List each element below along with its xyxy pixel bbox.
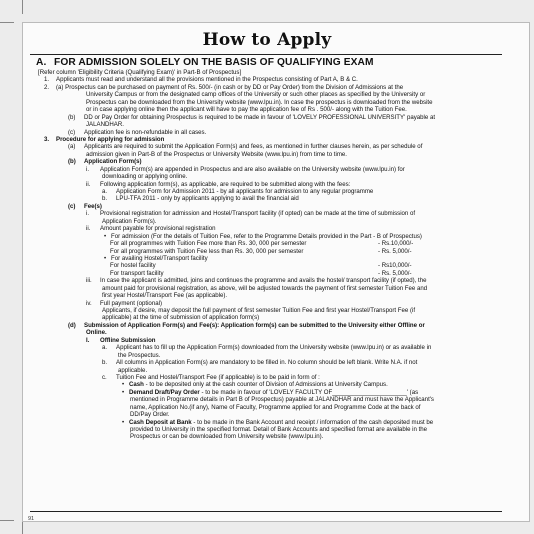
document-line bbox=[38, 300, 500, 307]
line-text: Submission of Application Form(s) and Fee(s): Application form(s) can be submitted to the University either Offline or bbox=[84, 321, 425, 329]
list-marker: 2. bbox=[44, 83, 50, 91]
crop-mark bbox=[22, 0, 23, 14]
title-divider bbox=[30, 54, 502, 55]
document-line bbox=[38, 277, 500, 284]
document-line bbox=[38, 188, 500, 195]
document-line bbox=[38, 233, 500, 240]
document-line bbox=[38, 225, 500, 232]
line-text: Amount payable for provisional registration bbox=[100, 225, 216, 233]
document-line bbox=[38, 292, 500, 299]
document-line bbox=[38, 359, 500, 366]
line-text: For availing Hostel/Transport facility bbox=[111, 254, 208, 262]
line-text: Cash - to be deposited only at the cash counter of Division of Admissions at University Campus. bbox=[129, 381, 388, 389]
document-line bbox=[38, 136, 500, 143]
footer-divider bbox=[30, 511, 502, 512]
document-line bbox=[38, 76, 500, 83]
list-marker: • bbox=[122, 381, 125, 389]
page-title: How to Apply bbox=[202, 30, 332, 50]
list-marker: a. bbox=[102, 188, 108, 195]
line-text: Application Form for Admission 2011 - by all applicants for admission to any regular programme bbox=[116, 188, 374, 195]
line-text: For hostel facility bbox=[110, 262, 156, 270]
list-marker: (b) bbox=[68, 158, 76, 166]
document-line bbox=[38, 84, 500, 91]
list-marker: a. bbox=[102, 344, 108, 352]
list-marker: ii. bbox=[86, 180, 91, 188]
section-heading-text: FOR ADMISSION SOLELY ON THE BASIS OF QUALIFYING EXAM bbox=[54, 57, 374, 68]
document-line bbox=[38, 389, 500, 396]
line-text: admission given in Part-B of the Prospectus or University Website (www.lpu.in) from time to time. bbox=[86, 150, 347, 158]
document-line bbox=[38, 344, 500, 351]
list-marker: (a) bbox=[68, 143, 76, 151]
document-line bbox=[38, 255, 500, 262]
crop-mark bbox=[22, 522, 23, 534]
line-text: name, Application No.(if any), Name of Faculty, Programme applied for and Programme Code at the back of bbox=[130, 403, 421, 411]
document-line bbox=[38, 69, 500, 76]
line-text: Provisional registration for admission and Hostel/Transport facility (if opted) can be made at the time of submission of bbox=[100, 210, 416, 218]
list-marker: b. bbox=[102, 359, 108, 367]
line-text: Cash Deposit at Bank - to be made in the Bank Account and receipt / information of the cash deposited must be bbox=[129, 418, 434, 426]
line-text: provided to University in the specified format. Detail of Bank Accounts and specified format are available in the bbox=[130, 426, 428, 433]
line-text: JALANDHAR. bbox=[86, 121, 124, 129]
document-line bbox=[38, 218, 500, 225]
document-line bbox=[38, 151, 500, 158]
line-text: Application fee is non-refundable in all cases. bbox=[84, 128, 207, 136]
line-text: (a) Prospectus can be purchased on payment of Rs. 500/- (in cash or by DD or Pay Order) from the Division of Admissions at the bbox=[56, 83, 404, 91]
document-line bbox=[38, 195, 500, 202]
document-line bbox=[38, 99, 500, 106]
line-text: Application Form(s) bbox=[84, 158, 142, 166]
fee-amount: - Rs. 5,000/- bbox=[378, 247, 412, 255]
list-marker: I. bbox=[86, 336, 90, 344]
document-line bbox=[38, 270, 500, 277]
document-line bbox=[38, 419, 500, 426]
line-text: DD or Pay Order for obtaining Prospectus is required to be made in favour of 'LOVELY PROFESSIONAL UNIVERSITY' payable at bbox=[84, 113, 436, 121]
line-text: Prospectus can be downloaded from the University website (www.lpu.in). In case the prospectus is downloaded from the website bbox=[86, 98, 433, 106]
list-marker: iii. bbox=[86, 277, 92, 285]
document-line bbox=[38, 411, 500, 418]
line-text: downloading or applying online. bbox=[102, 173, 188, 181]
line-text: Demand Draft/Pay Order - to be made in favour of 'LOVELY FACULTY OF______________________' (as bbox=[129, 388, 419, 396]
document-line bbox=[38, 262, 500, 269]
line-text: Offline Submission bbox=[100, 336, 156, 344]
line-text: applicable. bbox=[118, 366, 148, 374]
line-text: Prospectus or can be downloaded from University website (www.lpu.in). bbox=[130, 433, 324, 441]
document-line bbox=[38, 352, 500, 359]
section-letter: A. bbox=[36, 57, 47, 68]
line-text: the Prospectus. bbox=[118, 351, 161, 359]
line-text: In case the applicant is admitted, joins and continues the programme and avails the hostel/ transport facility (if opted), the bbox=[100, 277, 427, 285]
document-line bbox=[38, 329, 500, 336]
document-line bbox=[38, 181, 500, 188]
list-marker: (d) bbox=[68, 321, 76, 329]
fee-amount: - Rs10,000/- bbox=[378, 262, 412, 270]
line-text: LPU-TFA 2011 - only by applicants applying to avail the financial aid bbox=[116, 195, 299, 203]
line-text: amount paid for provisional registration, as above, will be adjusted towards the payment of first semester Tuition Fee and bbox=[102, 284, 428, 292]
list-marker: b. bbox=[102, 195, 108, 203]
line-text: DD/Pay Order. bbox=[130, 411, 170, 419]
line-text: Tuition Fee and Hostel/Transport Fee (if applicable) is to be paid in form of : bbox=[116, 373, 320, 381]
list-marker: • bbox=[122, 388, 125, 396]
line-text: [Refer column 'Eligibility Criteria (Qualifying Exam)' in Part-B of Prospectus] bbox=[38, 69, 242, 76]
line-text: University Campus or from the designated camp offices of the University or such other places as specified by the University or bbox=[86, 91, 426, 99]
list-marker: • bbox=[104, 232, 107, 240]
line-text: Applicants are required to submit the Application Form(s) and fees, as mentioned in further clauses herein, as per schedule of bbox=[84, 143, 423, 151]
document-line bbox=[38, 173, 500, 180]
line-text: For all programmes with Tuition Fee less than Rs. 30, 000 per semester bbox=[110, 247, 304, 255]
line-text: Full payment (optional) bbox=[100, 299, 162, 307]
line-text: Applicants must read and understand all the provisions mentioned in the Prospectus consisting of Part A, B & C. bbox=[56, 76, 358, 84]
list-marker: • bbox=[104, 254, 107, 262]
list-marker: (b) bbox=[68, 113, 76, 121]
document-line bbox=[38, 106, 500, 113]
document-line bbox=[38, 203, 500, 210]
document-line bbox=[38, 404, 500, 411]
document-line bbox=[38, 114, 500, 121]
line-text: Following application form(s), as applicable, are required to be submitted along with the fees: bbox=[100, 180, 351, 188]
list-marker: i. bbox=[86, 165, 90, 173]
document-line bbox=[38, 129, 500, 136]
document-line bbox=[38, 374, 500, 381]
fee-amount: - Rs. 5,000/- bbox=[378, 269, 412, 277]
document-line bbox=[38, 240, 500, 247]
document-line bbox=[38, 314, 500, 321]
document-line bbox=[38, 143, 500, 150]
document-line bbox=[38, 381, 500, 388]
document-line bbox=[38, 121, 500, 128]
line-text: Applicant has to fill up the Application Form(s) downloaded from the University website (www.lpu.in) or as available in bbox=[116, 344, 432, 352]
list-marker: • bbox=[122, 418, 125, 426]
line-text: For all programmes with Tuition Fee more than Rs. 30, 000 per semester bbox=[110, 240, 307, 248]
page-number: 91 bbox=[28, 516, 35, 522]
document-line bbox=[38, 426, 500, 433]
document-line bbox=[38, 158, 500, 165]
line-text: Application Form(s). bbox=[102, 217, 157, 225]
document-line bbox=[38, 433, 500, 440]
fee-amount: - Rs.10,000/- bbox=[378, 240, 414, 248]
document-line bbox=[38, 248, 500, 255]
document-body bbox=[38, 69, 500, 441]
line-text: mentioned in Programme details in Part B of Prospectus) payable at JALANDHAR and must have the Applicant's bbox=[130, 396, 434, 404]
crop-mark bbox=[0, 22, 14, 23]
line-text: or in case applying online then the applicant will have to pay the application fee of Rs . 500/- along with the Tuition Fee. bbox=[86, 106, 407, 114]
list-marker: 3. bbox=[44, 135, 50, 143]
line-text: first year Hostel/Transport Fee (as applicable). bbox=[102, 292, 228, 300]
line-text: For transport facility bbox=[110, 269, 164, 277]
line-text: Applicants, if desire, may deposit the full payment of first semester Tuition Fee and first year Hostel/Transport Fee (if bbox=[102, 307, 416, 314]
list-marker: i. bbox=[86, 210, 90, 218]
document-line bbox=[38, 322, 500, 329]
document-line bbox=[38, 166, 500, 173]
line-text: Application Form(s) are appended in Prospectus and are also available on the University website (www.lpu.in) for bbox=[100, 165, 405, 173]
list-marker: 1. bbox=[44, 76, 50, 84]
document-line bbox=[38, 337, 500, 344]
document-line bbox=[38, 367, 500, 374]
document-line bbox=[38, 210, 500, 217]
line-text: Online. bbox=[86, 329, 107, 337]
crop-mark bbox=[0, 520, 14, 521]
list-marker: c. bbox=[102, 373, 107, 381]
section-heading bbox=[36, 57, 374, 68]
list-marker: (c) bbox=[68, 202, 76, 210]
line-text: All columns in Application Form(s) are mandatory to be filled in. No column should be left blank. Write N.A. if not bbox=[116, 359, 418, 367]
document-line bbox=[38, 396, 500, 403]
line-text: Procedure for applying for admission bbox=[56, 135, 165, 143]
list-marker: iv. bbox=[86, 299, 92, 307]
document-line bbox=[38, 285, 500, 292]
list-marker: ii. bbox=[86, 225, 91, 233]
line-text: applicable) at the time of submission of application form(s) bbox=[102, 314, 260, 322]
line-text: For admission (For the details of Tuition Fee, refer to the Programme Details provided in the Part - B of Prospectus) bbox=[111, 232, 422, 240]
list-marker: (c) bbox=[68, 128, 76, 136]
document-line bbox=[38, 307, 500, 314]
line-text: Fee(s) bbox=[84, 202, 102, 210]
document-line bbox=[38, 91, 500, 98]
